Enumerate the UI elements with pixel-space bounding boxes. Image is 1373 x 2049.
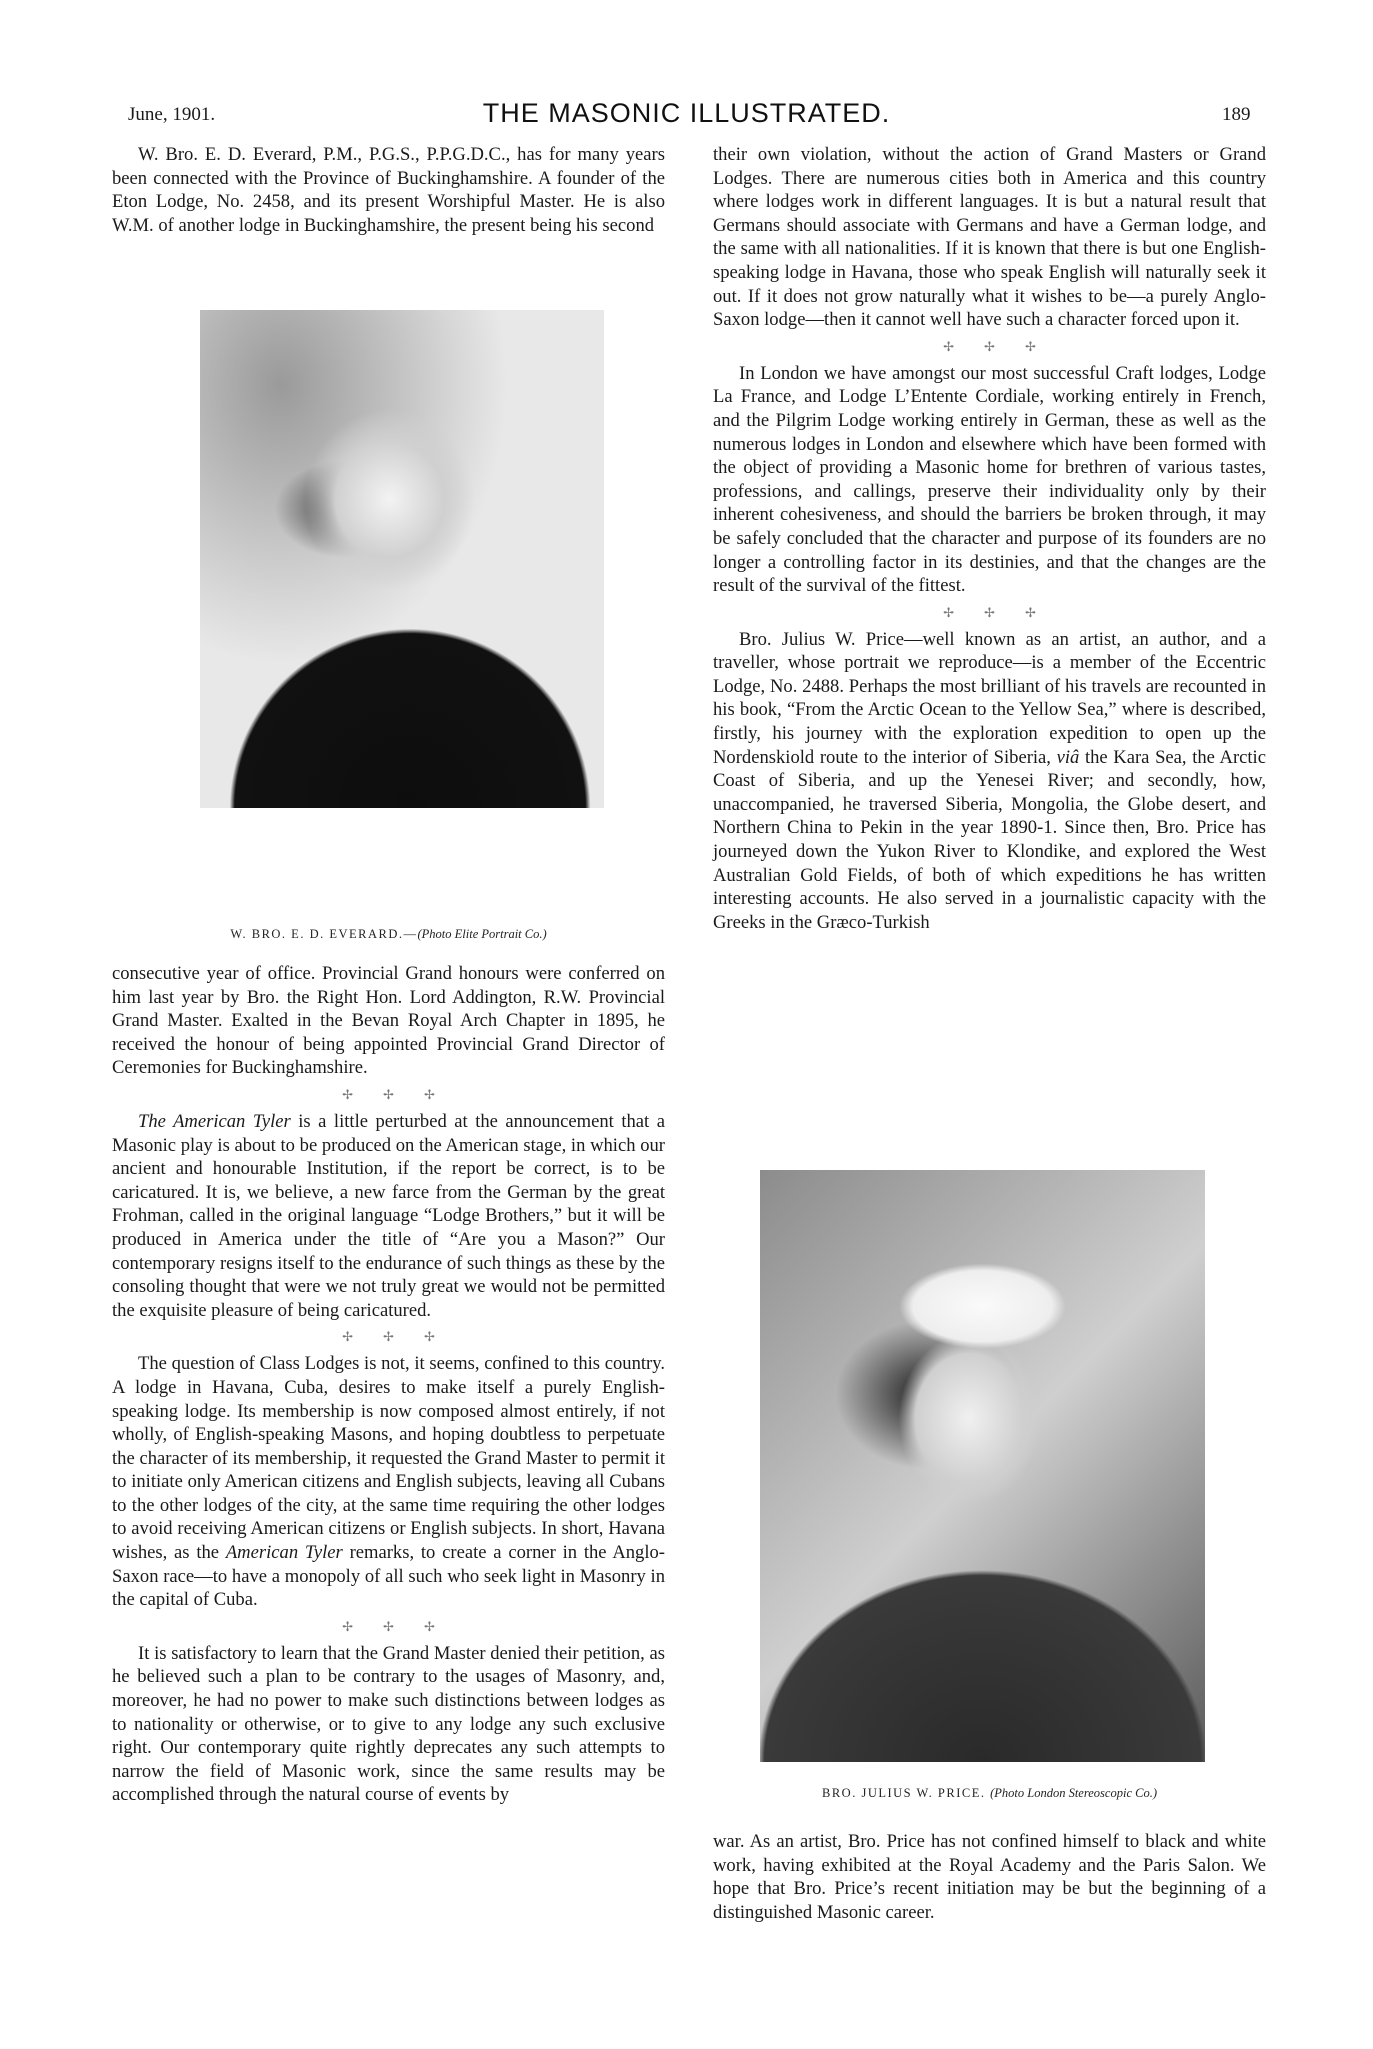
page-number: 189 bbox=[1222, 104, 1251, 125]
publication-name-italic: American Tyler bbox=[225, 1542, 343, 1564]
price-caption bbox=[713, 1786, 1266, 1801]
everard-caption-name: W. BRO. E. D. EVERARD.— bbox=[230, 927, 418, 941]
violation-paragraph: their own violation, without the action of Grand Masters or Grand Lodges. There are numerous cities both in America and this country where lodges work in different languages. It is but a natural result that Germans should associate with Germans and have a German lodge, and the same with all nationalities. If it is known that there is but one English-speaking lodge in Havana, those who speak English will naturally seek it out. If it does not grow naturally what it wishes to be—a purely Anglo-Saxon lodge—then it cannot well have such a character forced upon it. bbox=[713, 144, 1266, 331]
via-italic: viâ bbox=[1056, 746, 1080, 768]
section-separator-ornament: ✢✢✢ bbox=[943, 604, 1066, 620]
section-separator-ornament: ✢✢✢ bbox=[342, 1086, 465, 1102]
section-separator-ornament: ✢✢✢ bbox=[342, 1618, 465, 1634]
issue-date: June, 1901. bbox=[128, 104, 216, 125]
publication-title: THE MASONIC ILLUSTRATED. bbox=[482, 98, 891, 128]
class-lodges-paragraph: The question of Class Lodges is not, it seems, confined to this country. A lodge in Havana, Cuba, desires to make itself a purely English-speaking lodge. Its membership is now composed almost entirely, if not wholly, of English-speaking Masons, and hoping doubtless to perpetuate the character of its membership, it requested the Grand Master to permit it to initiate only American citizens and English subjects, leaving all Cubans to the other lodges of the city, at the same time requiring the other lodges to avoid receiving American citizens or English subjects. In short, Havana wishes, as the American Tyler remarks, to create a corner in the Anglo-Saxon race—to have a monopoly of all such who seek light in Masonry in the capital of Cuba. bbox=[112, 1353, 665, 1611]
publication-name-italic: The American Tyler bbox=[138, 1110, 291, 1132]
julius-price-paragraph: Bro. Julius W. Price—well known as an artist, an author, and a traveller, whose portrait we reproduce—is a member of the Eccentric Lodge, No. 2488. Perhaps the most brilliant of his travels are recounted in his book, “From the Arctic Ocean to the Yellow Sea,” where is described, firstly, his journey with the exploration expedition to open up the Nordenskiold route to the interior of Siberia, viâ the Kara Sea, the Arctic Coast of Siberia, and up the Yenesei River; and secondly, how, unaccompanied, he traversed Siberia, Mongolia, the Globe desert, and Northern China to Pekin in the year 1890-1. Since then, Bro. Price has journeyed down the Yukon River to Klondike, and explored the West Australian Gold Fields, of both of which expeditions he has written interesting accounts. He also served in a journalistic capacity with the Greeks in the Græco-Turkish bbox=[713, 628, 1266, 933]
portrait-everard-image bbox=[200, 310, 604, 808]
page-header bbox=[0, 98, 1373, 132]
price-photo-credit: (Photo London Stereoscopic Co.) bbox=[990, 1786, 1157, 1800]
section-separator-ornament: ✢✢✢ bbox=[342, 1329, 465, 1345]
american-tyler-paragraph: The American Tyler is a little perturbed at the announcement that a Masonic play is about to be produced on the American stage, in which our ancient and honourable Institution, if the report be correct, is to be caricatured. It is, we believe, a new farce from the German by the great Frohman, called in the original language “Lodge Brothers,” but it will be produced in America under the title of “Are you a Mason?” Our contemporary resigns itself to the endurance of such things as these by the consoling thought that were we not truly great we would not be permitted the exquisite pleasure of being caricatured. bbox=[112, 1110, 665, 1321]
everard-paragraph: W. Bro. E. D. Everard, P.M., P.G.S., P.P.G.D.C., has for many years been connected with the Province of Buckinghamshire. A founder of the Eton Lodge, No. 2458, and its present Worshipful Master. He is also W.M. of another lodge in Buckinghamshire, the present being his second bbox=[112, 144, 665, 236]
london-lodges-paragraph: In London we have amongst our most successful Craft lodges, Lodge La France, and Lodge L’Entente Cordiale, working entirely in French, and the Pilgrim Lodge working entirely in German, these as well as the numerous lodges in London and elsewhere which have been formed with the object of providing a Masonic home for brethren of various tastes, professions, and callings, preserve their individuality only by their inherent cohesiveness, and should the barriers be broken through, it may be safely concluded that the character and purpose of its founders are no longer a controlling factor in its destinies, and that the changes are the result of the survival of the fittest. bbox=[713, 362, 1266, 597]
everard-paragraph-continued: consecutive year of office. Provincial Grand honours were conferred on him last year by Bro. the Right Hon. Lord Addington, R.W. Provincial Grand Master. Exalted in the Bevan Royal Arch Chapter in 1895, he received the honour of being appointed Provincial Grand Director of Ceremonies for Buckinghamshire. bbox=[112, 963, 665, 1079]
right-column-body bbox=[713, 143, 1266, 934]
portrait-price-image bbox=[760, 1170, 1205, 1762]
left-column-body bbox=[112, 962, 665, 1807]
price-caption-name: BRO. JULIUS W. PRICE. bbox=[822, 1786, 991, 1800]
julius-price-paragraph-continued: war. As an artist, Bro. Price has not confined himself to black and white work, having exhibited at the Royal Academy and the Paris Salon. We hope that Bro. Price’s recent initiation may be but the beginning of a distinguished Masonic career. bbox=[713, 1831, 1266, 1923]
everard-photo-credit: (Photo Elite Portrait Co.) bbox=[417, 927, 547, 941]
everard-caption bbox=[112, 927, 665, 942]
section-separator-ornament: ✢✢✢ bbox=[943, 338, 1066, 354]
right-column-conclusion bbox=[713, 1830, 1266, 1924]
left-column-intro bbox=[112, 143, 665, 237]
grand-master-paragraph: It is satisfactory to learn that the Grand Master denied their petition, as he believed such a plan to be contrary to the usages of Masonry, and, moreover, he had no power to make such distinctions between lodges as to nationality or otherwise, or to give to any lodge any such exclusive right. Our contemporary quite rightly deprecates any such attempts to narrow the field of Masonic work, since the same results may be accomplished through the natural course of events by bbox=[112, 1642, 665, 1806]
